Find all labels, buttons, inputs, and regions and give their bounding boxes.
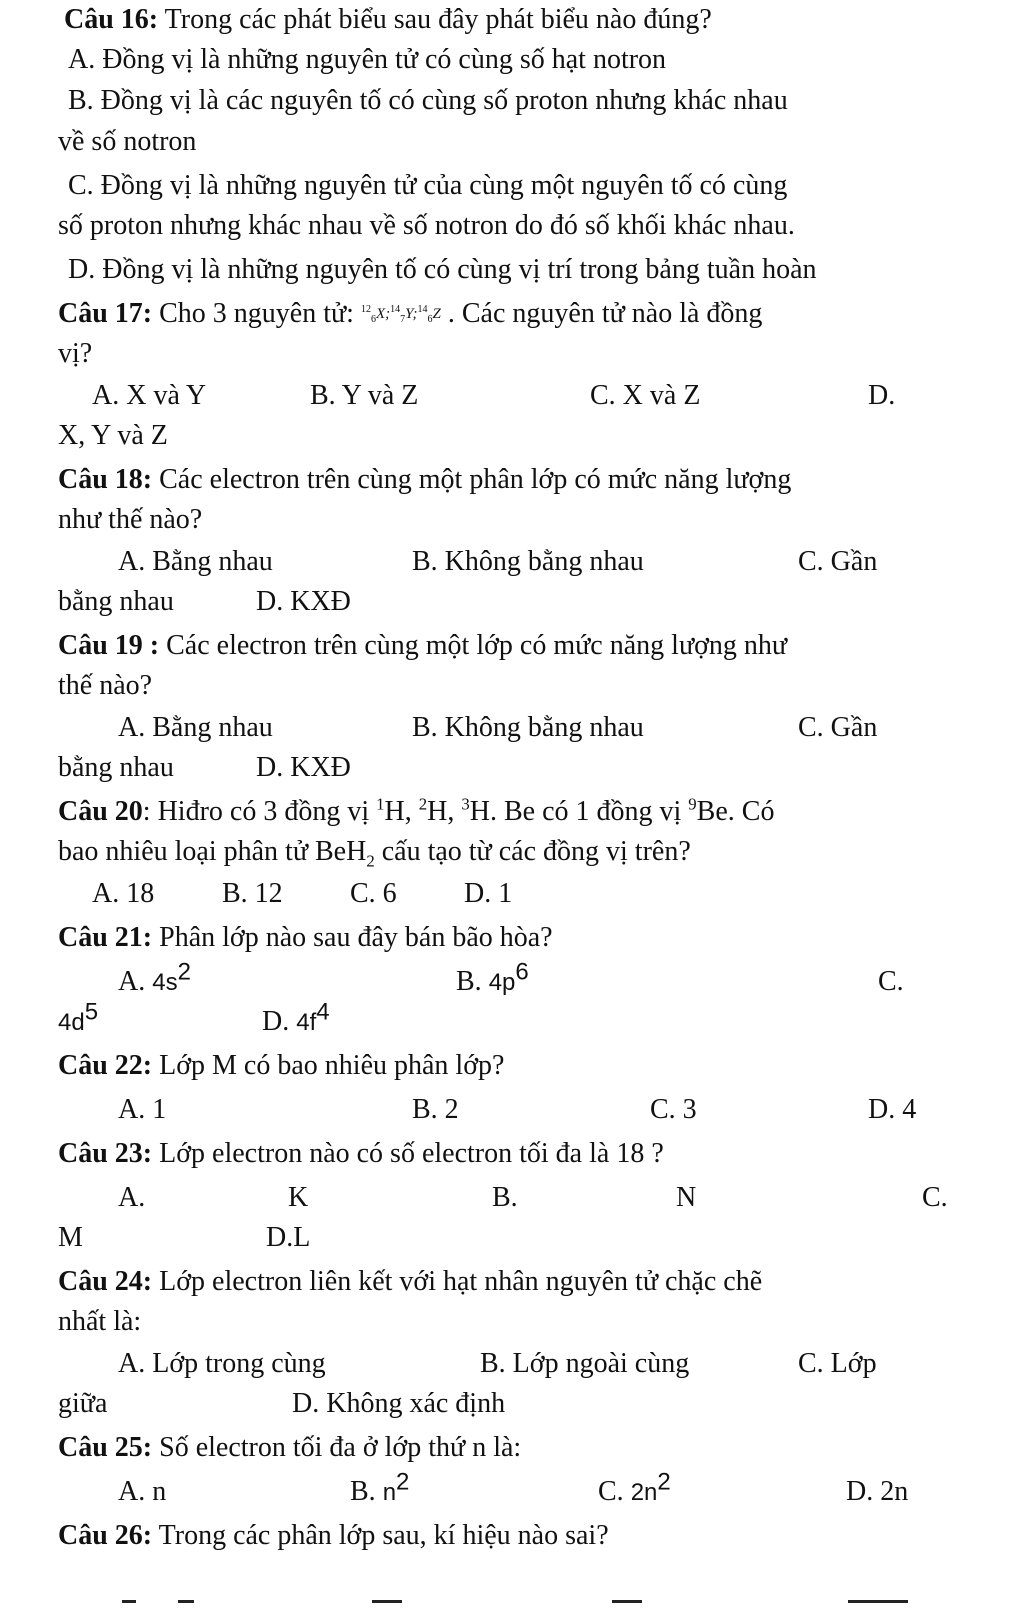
option-c-value: M (58, 1222, 83, 1253)
question-label: Câu 20 (58, 796, 143, 827)
question-text: Trong các phát biểu sau đây phát biểu nào đúng? (158, 4, 712, 35)
question-text: Lớp M có bao nhiêu phân lớp? (152, 1050, 505, 1081)
question-18-cont: như thế nào? (58, 504, 203, 535)
option-a: A. Bằng nhau (118, 712, 273, 743)
question-label: Câu 21: (58, 922, 153, 953)
option-c-cont: bằng nhau (58, 752, 174, 783)
question-label: Câu 16: (64, 4, 159, 35)
option-a: A. (118, 1182, 146, 1213)
option-a: A. X và Y (92, 380, 207, 411)
option-d: D. KXĐ (256, 752, 351, 783)
question-24 (58, 1262, 762, 1302)
option-b: B. 2 (412, 1094, 459, 1125)
cut-glyph (178, 1600, 194, 1603)
option-c: C. Lớp (798, 1348, 877, 1379)
option-a-value: K (288, 1182, 309, 1213)
option-d: D. KXĐ (256, 586, 351, 617)
option-d-cont: X, Y và Z (58, 420, 168, 451)
option-a: A. Bằng nhau (118, 546, 273, 577)
question-24-cont: nhất là: (58, 1306, 142, 1337)
option-d: D. (868, 380, 896, 411)
question-17-cont: vị? (58, 338, 93, 369)
question-text: Lớp electron liên kết với hạt nhân nguyên tử chặc chẽ (152, 1266, 763, 1297)
isotope-x: $^{12}_6$X;$^{14}_7$Y;$^{14}_6$Z (360, 304, 441, 325)
question-label: Câu 23: (58, 1138, 153, 1169)
question-21 (58, 918, 553, 958)
option-c: C. $2n^2$ (598, 1468, 671, 1507)
question-18 (58, 460, 791, 500)
question-text: Các electron trên cùng một lớp có mức năng lượng như (159, 630, 788, 661)
option-b: B. Không bằng nhau (412, 546, 644, 577)
option-b-value: N (676, 1182, 697, 1213)
option-c-value: $4d^5$ (58, 998, 99, 1036)
option-a: A. Lớp trong cùng (118, 1348, 326, 1379)
option-c: C. 6 (350, 878, 397, 909)
option-b: B. $4p^6$ (456, 958, 529, 997)
option-a: A. 18 (92, 878, 155, 909)
question-text: Lớp electron nào có số electron tối đa là 18 ? (152, 1138, 664, 1169)
option-a: A. 1 (118, 1094, 167, 1125)
option-b: B. Lớp ngoài cùng (480, 1348, 690, 1379)
option-b: B. $n^2$ (350, 1468, 410, 1507)
question-20: Câu 20: Hiđro có 3 đồng vị $^1$H, $^2$H, $^3$H. Be có 1 đồng vị $^9$Be. Có (58, 794, 775, 827)
question-label: Câu 25: (58, 1432, 153, 1463)
question-23 (58, 1134, 664, 1174)
option-c-cont: số proton nhưng khác nhau về số notron do đó số khối khác nhau. (58, 210, 795, 241)
option-a: A. n (118, 1476, 167, 1507)
question-label: Câu 26: (58, 1520, 153, 1551)
option-b: B. Y và Z (310, 380, 419, 411)
question-16 (64, 0, 712, 40)
option-d: D. 4 (868, 1094, 917, 1125)
question-20-cont: bao nhiêu loại phân tử BeH$_2$ cấu tạo từ các đồng vị trên? (58, 836, 691, 871)
option-a: A. Đồng vị là những nguyên tử có cùng số hạt notron (68, 44, 667, 75)
option-d: D. $4f^4$ (262, 998, 330, 1037)
question-text: Các electron trên cùng một phân lớp có mức năng lượng (152, 464, 792, 495)
option-c-cont: bằng nhau (58, 586, 174, 617)
option-c: C. Gần (798, 546, 878, 577)
option-c: C. (878, 966, 904, 997)
question-label: Câu 17: (58, 298, 153, 329)
cut-glyph (122, 1600, 136, 1603)
option-b-cont: về số notron (58, 126, 197, 157)
option-b: B. Không bằng nhau (412, 712, 644, 743)
option-b: B. 12 (222, 878, 283, 909)
question-22 (58, 1046, 504, 1086)
question-17 (58, 294, 762, 338)
question-label: Câu 18: (58, 464, 153, 495)
question-25 (58, 1428, 521, 1468)
option-b: B. (492, 1182, 518, 1213)
question-19-cont: thế nào? (58, 670, 153, 701)
question-text: Trong các phân lớp sau, kí hiệu nào sai? (152, 1520, 609, 1551)
option-c: C. Đồng vị là những nguyên tử của cùng một nguyên tố có cùng (68, 170, 788, 201)
question-text: Phân lớp nào sau đây bán bão hòa? (152, 922, 553, 953)
question-text: Số electron tối đa ở lớp thứ n là: (152, 1432, 522, 1463)
option-c: C. 3 (650, 1094, 697, 1125)
option-d: D. Đồng vị là những nguyên tố có cùng vị trí trong bảng tuần hoàn (68, 254, 817, 285)
option-d: D. Không xác định (292, 1388, 506, 1419)
question-label: Câu 24: (58, 1266, 153, 1297)
option-c: C. Gần (798, 712, 878, 743)
option-c: C. X và Z (590, 380, 701, 411)
option-c: C. (922, 1182, 948, 1213)
option-a: A. $4s^2$ (118, 958, 191, 997)
option-d: D. 2n (846, 1476, 909, 1507)
question-19 (58, 626, 787, 666)
cut-glyph (612, 1600, 642, 1603)
option-b: B. Đồng vị là các nguyên tố có cùng số proton nhưng khác nhau (68, 85, 788, 116)
option-d: D.L (266, 1222, 311, 1253)
question-label: Câu 19 : (58, 630, 160, 661)
question-label: Câu 22: (58, 1050, 153, 1081)
question-text-cont: . Các nguyên tử nào là đồng (440, 298, 763, 329)
option-c-cont: giữa (58, 1388, 108, 1419)
cut-off-text-line (0, 1600, 1024, 1619)
question-26 (58, 1516, 609, 1556)
cut-glyph (372, 1600, 402, 1603)
cut-glyph (848, 1600, 908, 1603)
option-d: D. 1 (464, 878, 513, 909)
question-text: Cho 3 nguyên tử: (152, 298, 361, 329)
